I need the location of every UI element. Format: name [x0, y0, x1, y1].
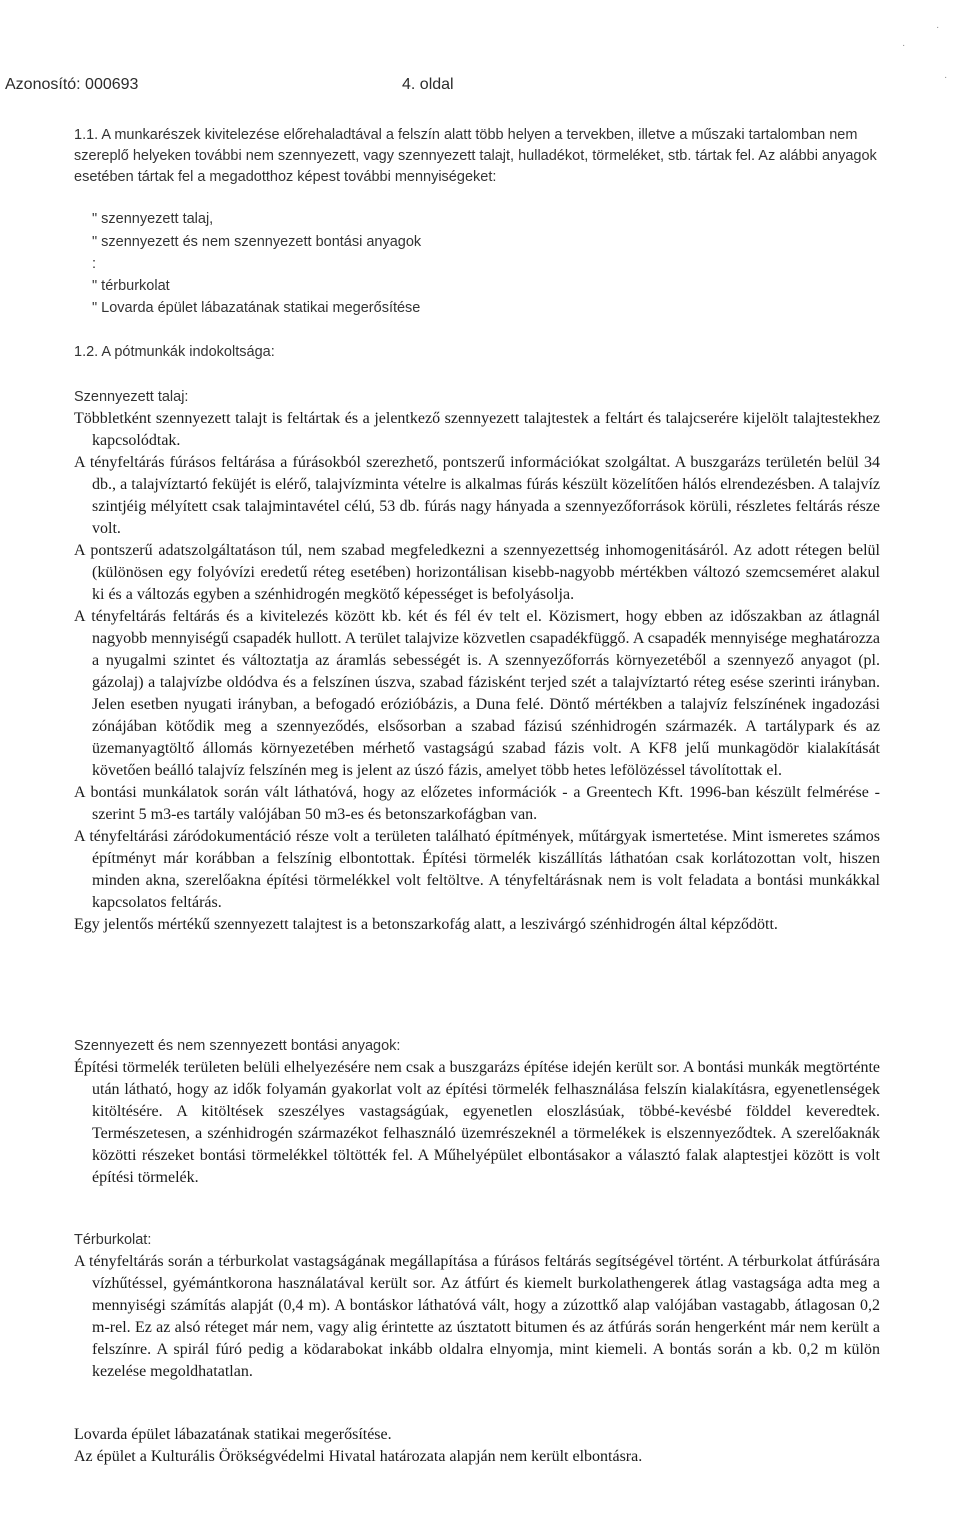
section-heading: Szennyezett és nem szennyezett bontási anyagok:: [74, 1038, 401, 1054]
section-body: [74, 408, 880, 936]
page-number: 4. oldal: [402, 76, 454, 93]
list-item: :: [92, 256, 97, 272]
paragraph: A pontszerű adatszolgáltatáson túl, nem szabad megfeledkezni a szennyezettség inhomogenitásáról. Az adott rétegen belül (különösen egy folyóvízi eredetű réteg esetében) horizontálisan kisebb-nagyobb mértékben változó szemcseméret alakul ki és a változás egyben a szénhidrogén megkötő képességet is befolyásolja.: [74, 542, 880, 603]
paragraph: Többletként szennyezett talajt is feltártak és a jelentkező szennyezett talajtestek a feltárt és talajcserére kijelölt talajtestekhez kapcsolódtak.: [74, 410, 880, 449]
section-title: 1.2. A pótmunkák indokoltsága:: [74, 344, 275, 360]
section-body: [74, 1057, 880, 1189]
list-item: " térburkolat: [92, 278, 170, 294]
paragraph: A tényfeltárás során a térburkolat vastagságának megállapítása a fúrásos feltárás segítségével történt. A térburkolat átfúrására vízhűtéssel, gyémántkorona használatával került sor. Az átfúrt és kiemelt burkolathengerek átlag vastagsága adta meg a mennyiségi számítás alapját (0,4 m). A bontáskor láthatóvá vált, hogy a zúzottkő alap valójában vastagabb, átlagosan 0,2 m-rel. Ez az alsó réteget már nem, vagy alig érintette az úsztatott bitumen és az átfúrás során hengerként már nem került a felszínre. A spirál fúró pedig a ködarabokat inkább oldalra elnyomja, mint kiemeli. A bontás során a kb. 0,2 m külön kezelése megoldhatatlan.: [74, 1253, 880, 1380]
paragraph: Egy jelentős mértékű szennyezett talajtest is a betonszarkofág alatt, a leszivárgó szénhidrogén által képződött.: [74, 916, 778, 933]
paragraph: A tényfeltárás fúrásos feltárása a fúrásokból szerezhető, pontszerű információkat szolgáltat. A buszgarázs területén belül 34 db., a talajvíztartó feküjét is elérő, talajvízminta vételre is alkalmas fúrás készült közelítően hálós elrendezésben. A talajvíz szintjéig mélyített csak talajmintavétel célú, 53 db. fúrás nagy hányada a szennyezőforrások körüli, részletes feltárás része volt.: [74, 454, 880, 537]
intro-paragraph: [74, 125, 880, 188]
section-body: [74, 1251, 880, 1383]
paragraph: A bontási munkálatok során vált láthatóvá, hogy az előzetes információk - a Greentech Kft. 1996-ban készült felmérése - szerint 5 m3-es tartály valójában 50 m3-es és betonszarkofágban van.: [74, 784, 880, 823]
paragraph: Az épület a Kulturális Örökségvédelmi Hivatal határozata alapján nem került elbontásra.: [74, 1448, 643, 1465]
list-item: " szennyezett és nem szennyezett bontási anyagok: [92, 234, 422, 250]
document-id: Azonosító: 000693: [5, 76, 139, 93]
list-item: " szennyezett talaj,: [92, 211, 214, 227]
scan-speck: ·: [944, 72, 948, 83]
section-heading: Térburkolat:: [74, 1232, 152, 1248]
section-heading: Lovarda épület lábazatának statikai megerősítése.: [74, 1426, 392, 1443]
paragraph: A tényfeltárás feltárás és a kivitelezés között kb. két és fél év telt el. Közismert, hogy ebben az időszakban az átlagnál nagyobb mennyiségű csapadék hullott. A terület talajvize közvetlen csapadékfüggő. A csapadék mennyisége meghatározza a nyugalmi szintet és változtatja az áramlás sebességét is. A szennyezőforrás környezetéből a szennyező anyagot (pl. gázolaj) a talajvízbe oldódva és a felszínen úszva, szabad fázisként terjed szét a talajvíztartó réteg esése szerinti irányban. Jelen esetben nyugati irányban, a befogadó erózióbázis, a Duna felé. Döntő mértékben a talajvíz felszínének ingadozási zónájában kötődik meg a szennyeződés, elsősorban a szabad fázisú szénhidrogén származék. A tartálypark és az üzemanyagtöltő állomás környezetében mérhető vastagságú szabad fázis volt. A KF8 jelű munkagödör kialakítását követően beálló talajvíz felszínén meg is jelent az úszó fázis, amelyet több hetes lefölözéssel távolítottak el.: [74, 608, 880, 779]
section-heading: Szennyezett talaj:: [74, 389, 189, 405]
paragraph: A tényfeltárási záródokumentáció része volt a területen található építmények, műtárgyak ismertetése. Mint ismeretes számos építményt már korábban a felszínig elbontottak. Építési törmelék kiszállítás láthatóan csak korlátozottan volt, hiszen minden akna, szerelőakna építési törmelékkel volt feltöltve. A tényfeltárásnak nem is volt feladata a bontási munkákkal kapcsolatos feltárás.: [74, 828, 880, 911]
paragraph: Építési törmelék területen belüli elhelyezésére nem csak a buszgarázs építése idején került sor. A bontási munkák megtörténte után látható, hogy az idők folyamán gyakorlat volt az építési törmelék felhasználása felszín kialakításra, egyenetlenségek kitöltésére. A kitöltések szeszélyes vastagságúak, egyenetlen eloszlásúak, többé-kevésbé földdel keveredtek. Természetesen, a szénhidrogén származékot felhasználó üzemrészeknél a törmelékek is elszennyeződtek. A szerelőaknák közötti részeket bontási törmelékkel töltötték fel. A Műhelyépület elbontásakor a választó falak alaptestjei között is volt építési törmelék.: [74, 1059, 880, 1186]
section-body: [74, 1446, 880, 1468]
scan-speck: ·: [902, 40, 906, 51]
intro-text: 1.1. A munkarészek kivitelezése előrehaladtával a felszín alatt több helyen a tervekben, illetve a műszaki tartalomban nem szereplő helyeken további nem szennyezett, vagy szennyezett talajt, hulladékot, törmeléket, stb. tártak fel. Az alábbi anyagok esetében tártak fel a megadotthoz képest további mennyiségeket:: [74, 127, 877, 185]
list-item: " Lovarda épület lábazatának statikai megerősítése: [92, 300, 421, 316]
scan-speck: ·: [936, 22, 940, 33]
